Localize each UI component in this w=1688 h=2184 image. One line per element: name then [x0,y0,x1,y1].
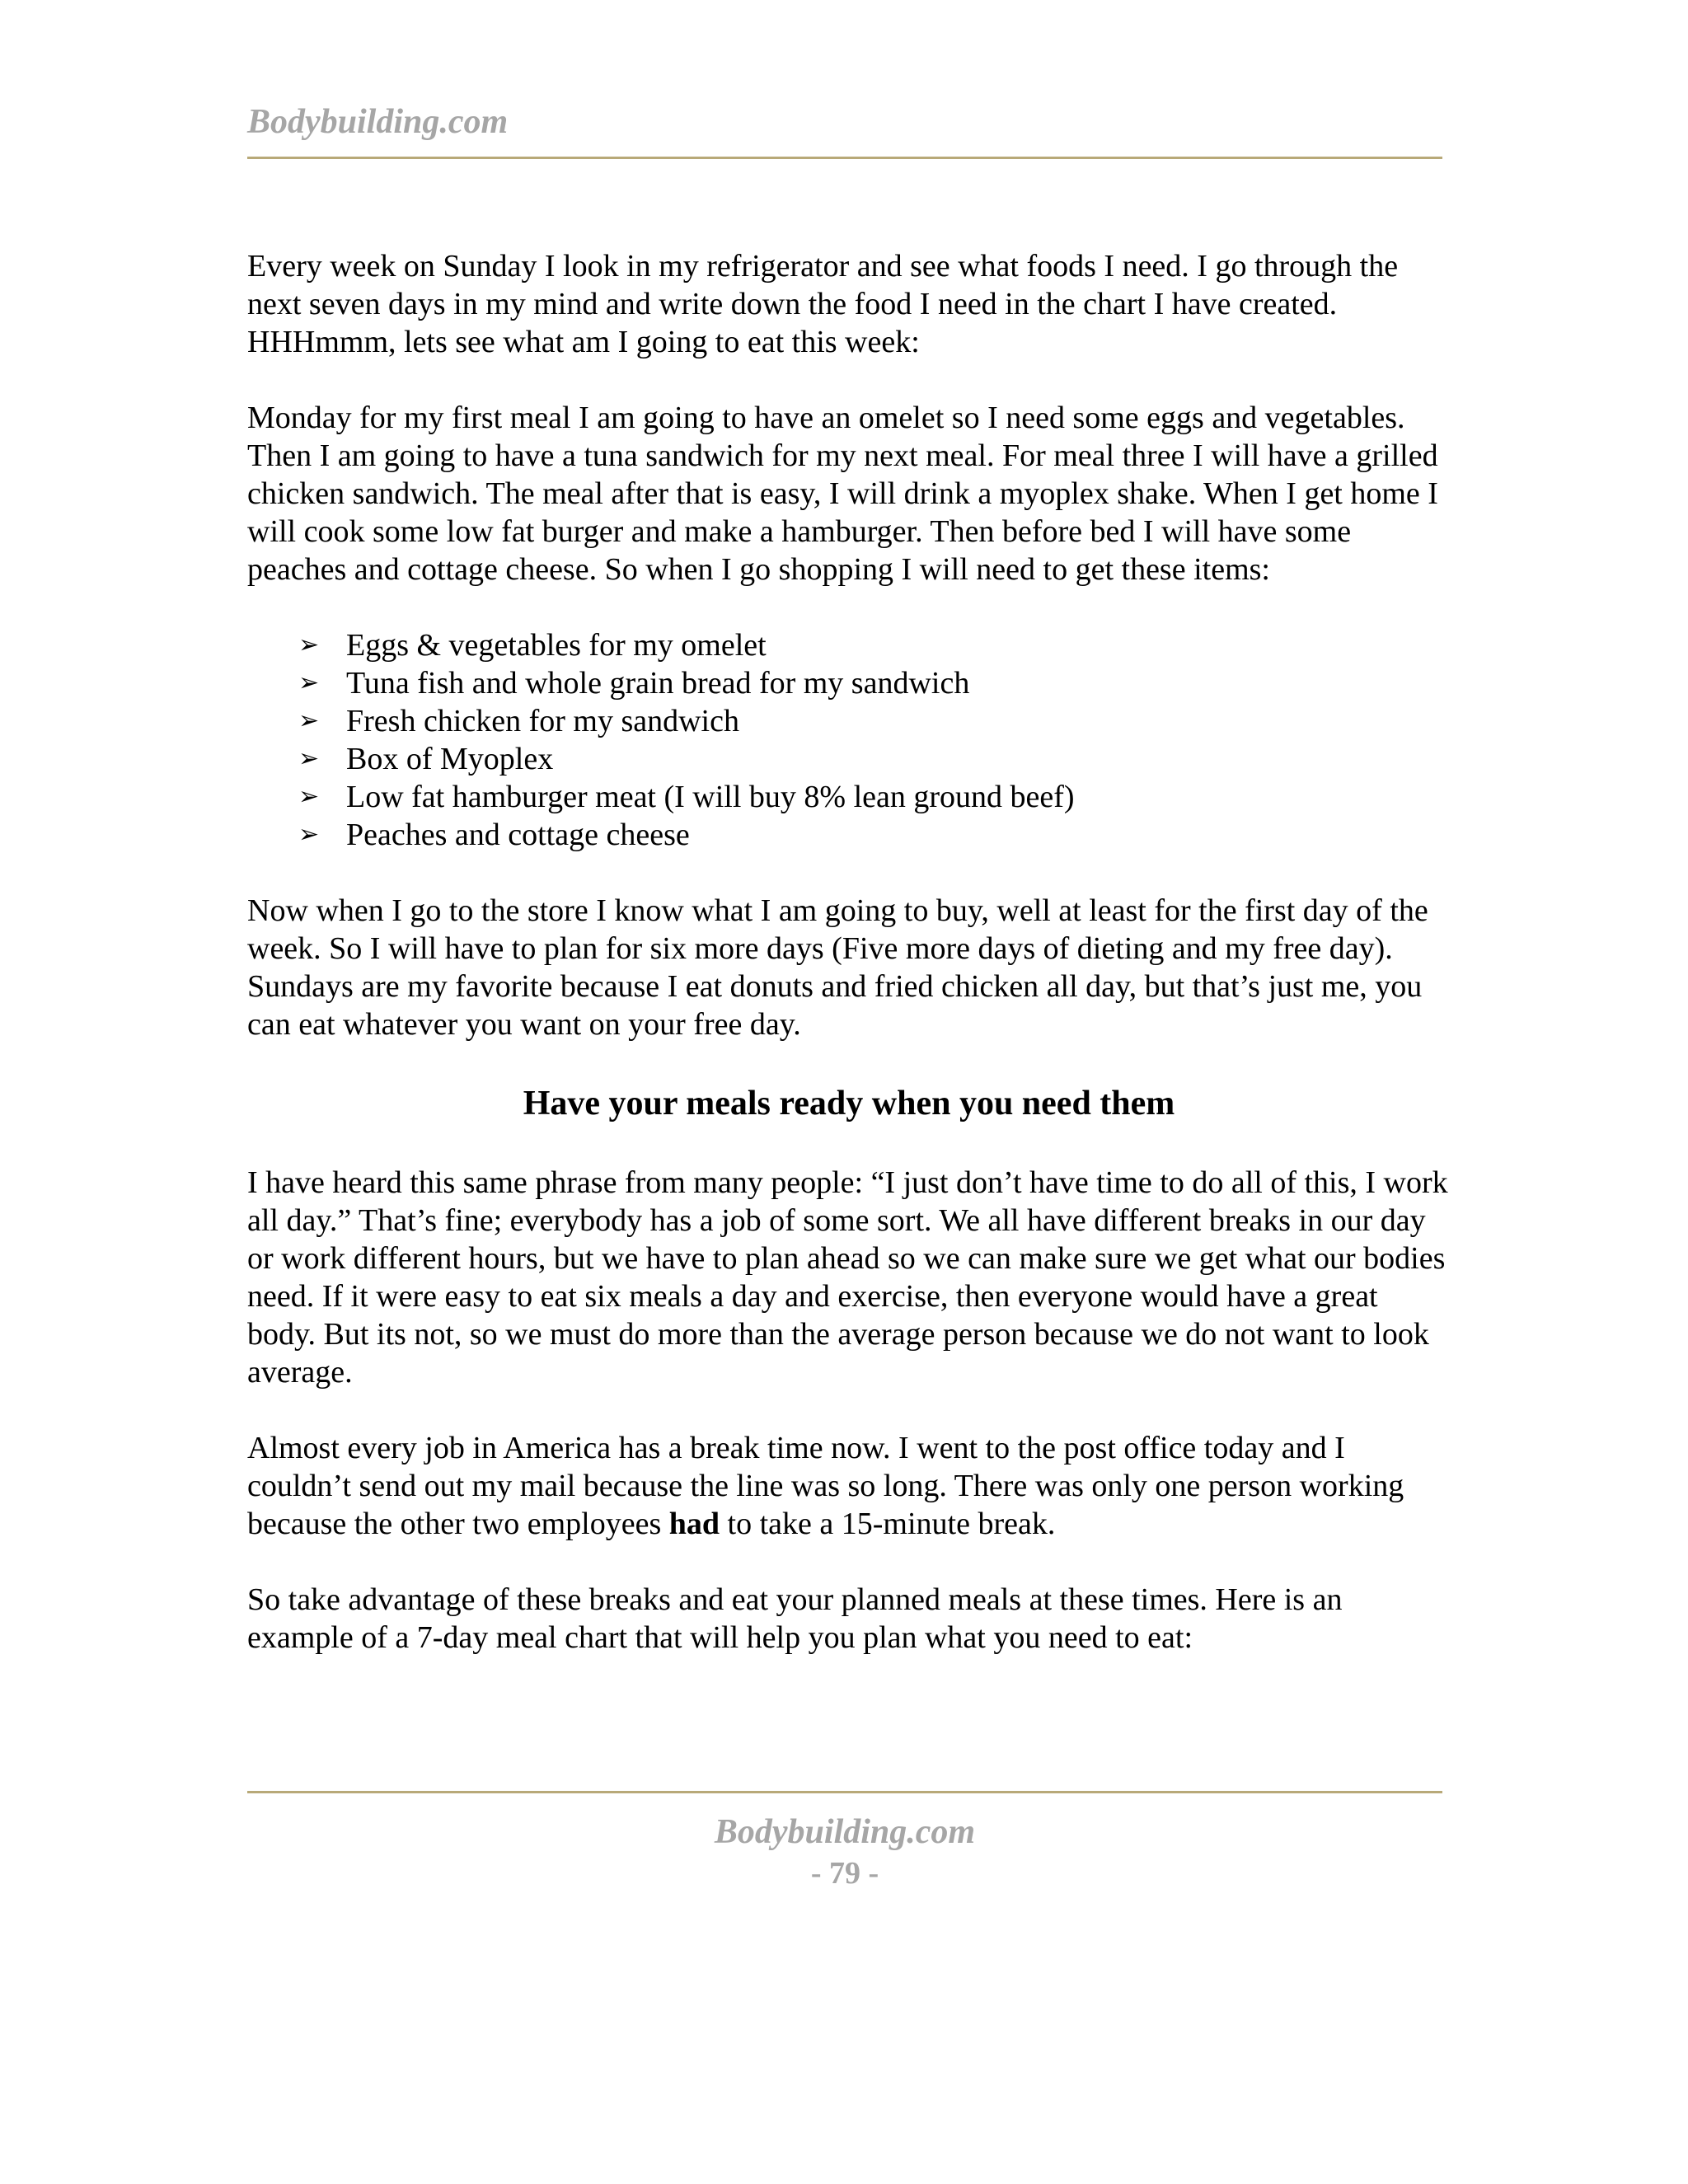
list-item-text: Fresh chicken for my sandwich [346,704,739,738]
paragraph-break-time [247,1429,1451,1543]
arrow-bullet-icon: ➢ [298,706,320,735]
header-divider [247,157,1442,159]
footer-divider [247,1791,1442,1793]
arrow-bullet-icon: ➢ [298,668,320,697]
footer-title: Bodybuilding.com [714,1813,976,1851]
page-content [247,247,1451,1694]
list-item [298,740,1451,778]
arrow-bullet-icon: ➢ [298,782,320,811]
list-item [298,702,1451,740]
page-header [247,97,1442,147]
list-item-text: Eggs & vegetables for my omelet [346,628,767,663]
list-item [298,778,1451,816]
arrow-bullet-icon: ➢ [298,820,320,849]
paragraph-intro: Every week on Sunday I look in my refrigerator and see what foods I need. I go through the next seven days in my mind and write down the food I need in the chart I have created. HHHmmm, lets see what am I going to eat this week: [247,249,1399,359]
paragraph-meal-chart-intro: So take advantage of these breaks and eat your planned meals at these times. Here is an example of a 7-day meal chart that will help you plan what you need to eat: [247,1582,1343,1655]
list-item-text: Low fat hamburger meat (I will buy 8% lean ground beef) [346,780,1075,814]
section-heading: Have your meals ready when you need them [523,1085,1175,1122]
paragraph-monday-plan: Monday for my first meal I am going to have an omelet so I need some eggs and vegetables. Then I am going to have a tuna sandwich for my next meal. For meal three I will have a grilled chicken sandwich. The meal after that is easy, I will drink a myoplex shake. When I get home I will cook some low fat burger and make a hamburger. Then before bed I will have some peaches and cottage cheese. So when I go shopping I will need to get these items: [247,401,1438,587]
list-item-text: Tuna fish and whole grain bread for my sandwich [346,666,970,701]
list-item-text: Peaches and cottage cheese [346,818,690,852]
shopping-list [247,626,1451,854]
list-item [298,816,1451,854]
list-item [298,626,1451,664]
header-title: Bodybuilding.com [247,103,509,141]
list-item-text: Box of Myoplex [346,742,554,776]
paragraph-break-time-start: Almost every job in America has a break time now. I went to the post office today and I couldn’t send out my mail because the line was so long. There was only one person working because the other two employees [247,1431,1404,1541]
arrow-bullet-icon: ➢ [298,630,320,659]
paragraph-break-time-end: to take a 15-minute break. [720,1507,1056,1541]
list-item [298,664,1451,702]
paragraph-store-plan: Now when I go to the store I know what I am going to buy, well at least for the first day of the week. So I will have to plan for six more days (Five more days of dieting and my free day). Sundays are my favorite because I eat donuts and fried chicken all day, but that’s just me, you can eat whatever you want on your free day. [247,893,1428,1042]
paragraph-no-time: I have heard this same phrase from many people: “I just don’t have time to do all of this, I work all day.” That’s fine; everybody has a job of some sort. We all have different breaks in our day or work different hours, but we have to plan ahead so we can make sure we get what our bodies need. If it were easy to eat six meals a day and exercise, then everyone would have a great body. But its not, so we must do more than the average person because we do not want to look average. [247,1165,1448,1390]
arrow-bullet-icon: ➢ [298,744,320,773]
emphasis-had: had [668,1507,720,1541]
page-number: - 79 - [810,1856,879,1891]
page-footer [247,1809,1442,1891]
